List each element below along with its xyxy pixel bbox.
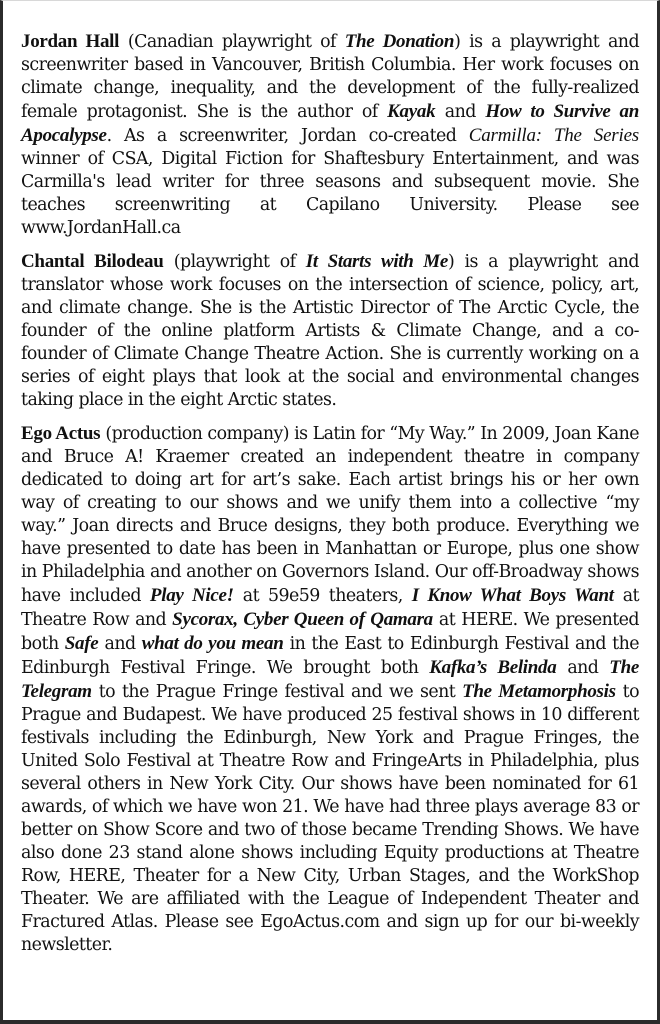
bio-text-segment: (production company) is Latin for “My Way.” In 2009, Joan Kane and Bruce A! Kraemer created an independent theatre in company dedicated to doing art for art’s sake. Each artist brings his or her own way of creating to our shows and we unify them into a collective “my way.” Joan directs and Bruce designs, they both produce. Everything we have presented to date has been in Manhattan or Europe, plus one show in Philadelphia and another on Governors Island. Our off-Broadway shows have included <box>21 424 639 606</box>
work-title: Play Nice! <box>149 585 234 606</box>
bio-text-segment: . As a screenwriter, Jordan co-created <box>106 126 469 146</box>
bio-text-segment: to Prague and Budapest. We have produced 25 festival shows in 10 different festivals including the Edinburgh, New York and Prague Fringes, the United Solo Festival at Theatre Row and FringeArts in Philadelphia, plus several others in New York City. Our shows have been nominated for 61 awards, of which we have won 21. We have had three plays average 83 or better on Show Score and two of those became Trending Shows. We have also done 23 stand alone shows including Equity productions at Theatre Row, HERE, Theater for a New City, Urban Stages, and the WorkShop Theater. We are affiliated with the League of Independent Theater and Fractured Atlas. Please see EgoActus.com and sign up for our bi-weekly newsletter. <box>21 682 639 955</box>
bio-text-segment: and <box>556 658 610 678</box>
bio-text-segment: in the East to Edinburgh Festival and the Edinburgh Festival Fringe. We brought both <box>21 634 639 678</box>
bio-name: Chantal Bilodeau <box>21 251 164 272</box>
bio-text <box>21 32 639 238</box>
bio-text <box>21 252 639 410</box>
work-title: The Donation <box>344 31 455 52</box>
work-title: The Metamorphosis <box>462 681 616 702</box>
work-title: what do you mean <box>141 633 284 654</box>
bio-text-segment: (Canadian playwright of <box>119 32 345 52</box>
bio-name: Ego Actus <box>21 423 101 444</box>
work-title: How to Survive an Apocalypse <box>21 101 639 146</box>
bio-text-segment: ) is a playwright and translator whose work focuses on the intersection of science, policy, art, and climate change. She is the Artistic Director of The Arctic Cycle, the founder of the online platform Artists & Climate Change, and a co-founder of Climate Change Theatre Action. She is currently working on a series of eight plays that look at the social and environmental changes taking place in the eight Arctic states. <box>21 252 639 410</box>
work-title: Kayak <box>387 101 436 122</box>
bio-paragraph <box>21 30 639 240</box>
work-title: Safe <box>64 633 99 654</box>
bio-text-segment: at HERE. We presented both <box>21 610 639 654</box>
bio-text-segment: at Theatre Row and <box>21 586 639 630</box>
bio-text-segment: to the Prague Fringe festival and we sent <box>91 682 463 702</box>
bio-name: Jordan Hall <box>21 31 120 52</box>
work-title: Carmilla: The Series <box>468 125 639 146</box>
work-title: I Know What Boys Want <box>411 585 614 606</box>
work-title: The Telegram <box>21 657 639 702</box>
bio-text <box>21 424 639 955</box>
bio-text-segment: winner of CSA, Digital Fiction for Shaftesbury Entertainment, and was Carmilla's lead writer for three seasons and subsequent movie. She teaches screenwriting at Capilano University. Please see www.JordanHall.ca <box>21 149 639 238</box>
bio-text-segment: and <box>435 102 486 122</box>
work-title: Kafka’s Belinda <box>429 657 557 678</box>
bio-content <box>21 30 639 967</box>
bio-text-segment: ) is a playwright and screenwriter based in Vancouver, British Columbia. Her work focuses on climate change, inequality, and the development of the fully-realized female protagonist. She is the author of <box>21 32 640 122</box>
bio-paragraph <box>21 422 639 957</box>
work-title: It Starts with Me <box>305 251 448 272</box>
bio-text-segment: at 59e59 theaters, <box>233 586 412 606</box>
work-title: Sycorax, Cyber Queen of Qamara <box>172 609 433 630</box>
bio-paragraph <box>21 250 639 412</box>
bio-text-segment: (playwright of <box>163 252 306 272</box>
bio-text-segment: and <box>98 634 142 654</box>
